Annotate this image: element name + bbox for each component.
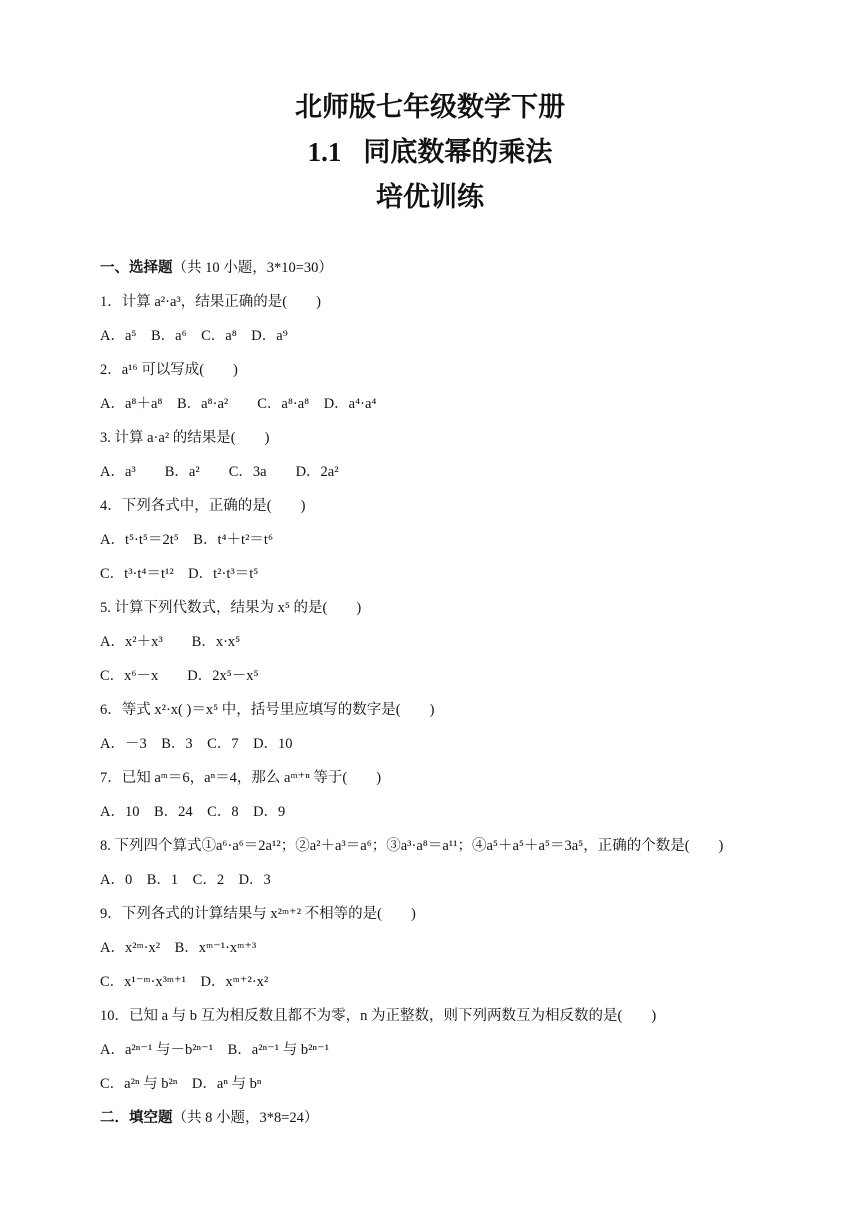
- question-7-options: A．10 B．24 C．8 D．9: [100, 804, 286, 820]
- question-9-options-ab: A．x²ᵐ·x² B．xᵐ⁻¹·xᵐ⁺³: [100, 940, 257, 956]
- section-heading-note: （共 10 小题，3*10=30）: [172, 260, 333, 276]
- section-heading-label: 一、选择题: [100, 260, 173, 276]
- section-heading-note: （共 8 小题，3*8=24）: [172, 1110, 319, 1126]
- question-5-options-cd: C．x⁶－x D．2x⁵－x⁵: [100, 668, 259, 684]
- question-5-options-ab: A．x²＋x³ B．x·x⁵: [100, 634, 241, 650]
- lesson-number: 1.1: [307, 137, 342, 167]
- question-2-options: A．a⁸＋a⁸ B．a⁸·a² C．a⁸·a⁸ D．a⁴·a⁴: [100, 396, 377, 412]
- question-7: 7．已知 aᵐ＝6，aⁿ＝4，那么 aᵐ⁺ⁿ 等于( ): [100, 770, 382, 786]
- question-3: 3. 计算 a·a² 的结果是( ): [100, 430, 270, 446]
- question-1-options: A．a⁵ B．a⁶ C．a⁸ D．a⁹: [100, 328, 288, 344]
- question-10-options-ab: A．a²ⁿ⁻¹ 与－b²ⁿ⁻¹ B．a²ⁿ⁻¹ 与 b²ⁿ⁻¹: [100, 1042, 330, 1058]
- section-heading-fill: [100, 1108, 318, 1128]
- question-8-options: A．0 B．1 C．2 D．3: [100, 872, 271, 888]
- question-9-options-cd: C．x¹⁻ᵐ·x³ᵐ⁺¹ D．xᵐ⁺²·x²: [100, 974, 269, 990]
- lesson-name: 同底数幂的乘法: [363, 137, 553, 167]
- question-6-options: A．－3 B．3 C．7 D．10: [100, 736, 293, 752]
- question-3-options: A．a³ B．a² C．3a D．2a²: [100, 464, 339, 480]
- section-heading-choice: [100, 258, 333, 278]
- question-4-options-ab: A．t⁵·t⁵＝2t⁵ B．t⁴＋t²＝t⁶: [100, 532, 274, 548]
- question-2: 2．a¹⁶ 可以写成( ): [100, 362, 238, 378]
- lesson-title: [0, 135, 860, 169]
- section-heading-label: 二．填空题: [100, 1110, 173, 1126]
- question-4: 4．下列各式中，正确的是( ): [100, 498, 306, 514]
- question-10: 10．已知 a 与 b 互为相反数且都不为零，n 为正整数，则下列两数互为相反数的是( ): [100, 1008, 657, 1024]
- question-1: 1．计算 a²·a³，结果正确的是( ): [100, 294, 321, 310]
- question-10-options-cd: C．a²ⁿ 与 b²ⁿ D．aⁿ 与 bⁿ: [100, 1076, 262, 1092]
- question-8: 8. 下列四个算式①a⁶·a⁶＝2a¹²；②a²＋a³＝a⁶；③a³·a⁸＝a¹¹；④a⁵＋a⁵＋a⁵＝3a⁵，正确的个数是( ): [100, 838, 724, 854]
- question-9: 9．下列各式的计算结果与 x²ᵐ⁺² 不相等的是( ): [100, 906, 416, 922]
- question-4-options-cd: C．t³·t⁴＝t¹² D．t²·t³＝t⁵: [100, 566, 259, 582]
- document-subtitle: 培优训练: [376, 182, 484, 212]
- question-5: 5. 计算下列代数式，结果为 x⁵ 的是( ): [100, 600, 362, 616]
- document-title: 北师版七年级数学下册: [295, 92, 565, 122]
- question-6: 6．等式 x²·x( )＝x⁵ 中，括号里应填写的数字是( ): [100, 702, 435, 718]
